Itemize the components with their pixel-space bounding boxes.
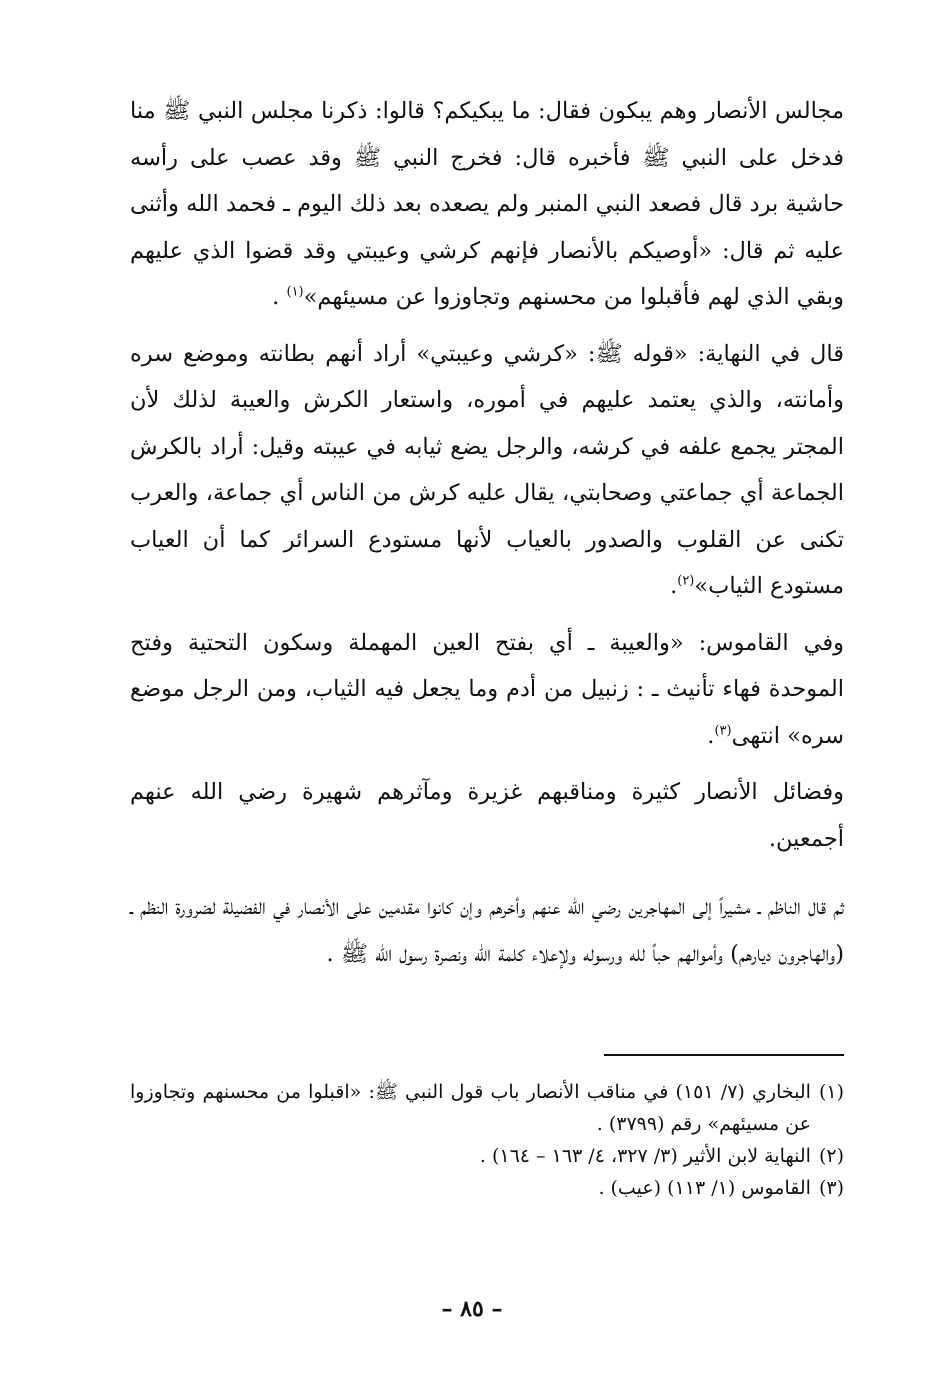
page-number: – ٨٥ –: [441, 1296, 503, 1322]
footnote-number: (٢): [818, 1145, 844, 1167]
footnote-text: النهاية لابن الأثير (٣/ ٣٢٧، ٤/ ١٦٣ – ١٦٤) .: [479, 1145, 811, 1167]
paragraph-2: [130, 331, 844, 610]
footnote-ref-1: (١): [286, 284, 304, 300]
paragraph-3-end: .: [707, 722, 715, 749]
footnote-number: (١): [818, 1081, 844, 1103]
footnotes: [130, 1076, 844, 1204]
footnote-3: [130, 1172, 844, 1204]
footnote-ref-2: (٢): [677, 573, 695, 589]
footnote-divider: [604, 1054, 844, 1056]
footnote-2: [130, 1140, 844, 1172]
footnote-number: (٣): [818, 1177, 844, 1199]
paragraph-5: [130, 884, 844, 977]
paragraph-2-text: قال في النهاية: «قوله ﷺ: «كرشي وعيبتي» أراد أنهم بطانته وموضع سره وأمانته، والذي يعتمد عليهم في أموره، واستعار الكرش والعيبة لذلك لأن المجتر يجمع علفه في كرشه، والرجل يضع ثيابه في عيبته وقيل: أراد بالكرش الجماعة أي جماعتي وصحابتي، يقال عليه كرش من الناس أي جماعة، والعرب تكنى عن القلوب والصدور بالعياب لأنها مستودع السرائر كما أن العياب مستودع الثياب»: [130, 340, 844, 599]
paragraph-1-end: .: [272, 284, 287, 310]
paragraph-3-text: وفي القاموس: «والعيبة ـ أي بفتح العين المهملة وسكون التحتية وفتح الموحدة فهاء تأنيث ـ : زنبيل من أدم وما يجعل فيه الثياب، ومن الرجل موضع سره» انتهى: [130, 629, 844, 749]
paragraph-1-text: مجالس الأنصار وهم يبكون فقال: ما يبكيكم؟ قالوا: ذكرنا مجلس النبي ﷺ منا فدخل على النبي ﷺ فأخبره قال: فخرج النبي ﷺ وقد عصب على رأسه حاشية برد قال فصعد النبي المنبر ولم يصعده بعد ذلك اليوم ـ فحمد الله وأثنى عليه ثم قال: «أوصيكم بالأنصار فإنهم كرشي وعيبتي وقد قضوا الذي عليهم وبقي الذي لهم فأقبلوا من محسنهم وتجاوزوا عن مسيئهم»: [130, 98, 844, 310]
paragraph-3: [130, 620, 844, 760]
paragraph-4: [130, 769, 844, 862]
paragraph-1: [130, 88, 844, 321]
paragraph-5-text: ثم قال الناظم ـ مشيراً إلى المهاجرين رضي الله عنهم وأخرهم وإن كانوا مقدمين على الأنصار في الفضيلة لضرورة النظم ـ (والهاجرون ديارهم) وأموالهم حباً لله ورسوله ولإعلاء كلمة الله ونصرة رسول الله ﷺ .: [130, 894, 844, 967]
footnote-text: البخاري (٧/ ١٥١) في مناقب الأنصار باب قول النبي ﷺ: «اقبلوا من محسنهم وتجاوزوا عن مسيئهم» رقم (٣٧٩٩) .: [130, 1081, 811, 1135]
paragraph-4-text: وفضائل الأنصار كثيرة ومناقبهم غزيرة ومآثرهم شهيرة رضي الله عنهم أجمعين.: [130, 779, 844, 852]
footnote-ref-3: (٣): [714, 723, 732, 738]
footnote-1: [130, 1076, 844, 1140]
paragraph-2-end: .: [670, 573, 678, 599]
footnote-text: القاموس (١/ ١١٣) (عيب) .: [598, 1177, 811, 1199]
main-text: [130, 88, 844, 977]
